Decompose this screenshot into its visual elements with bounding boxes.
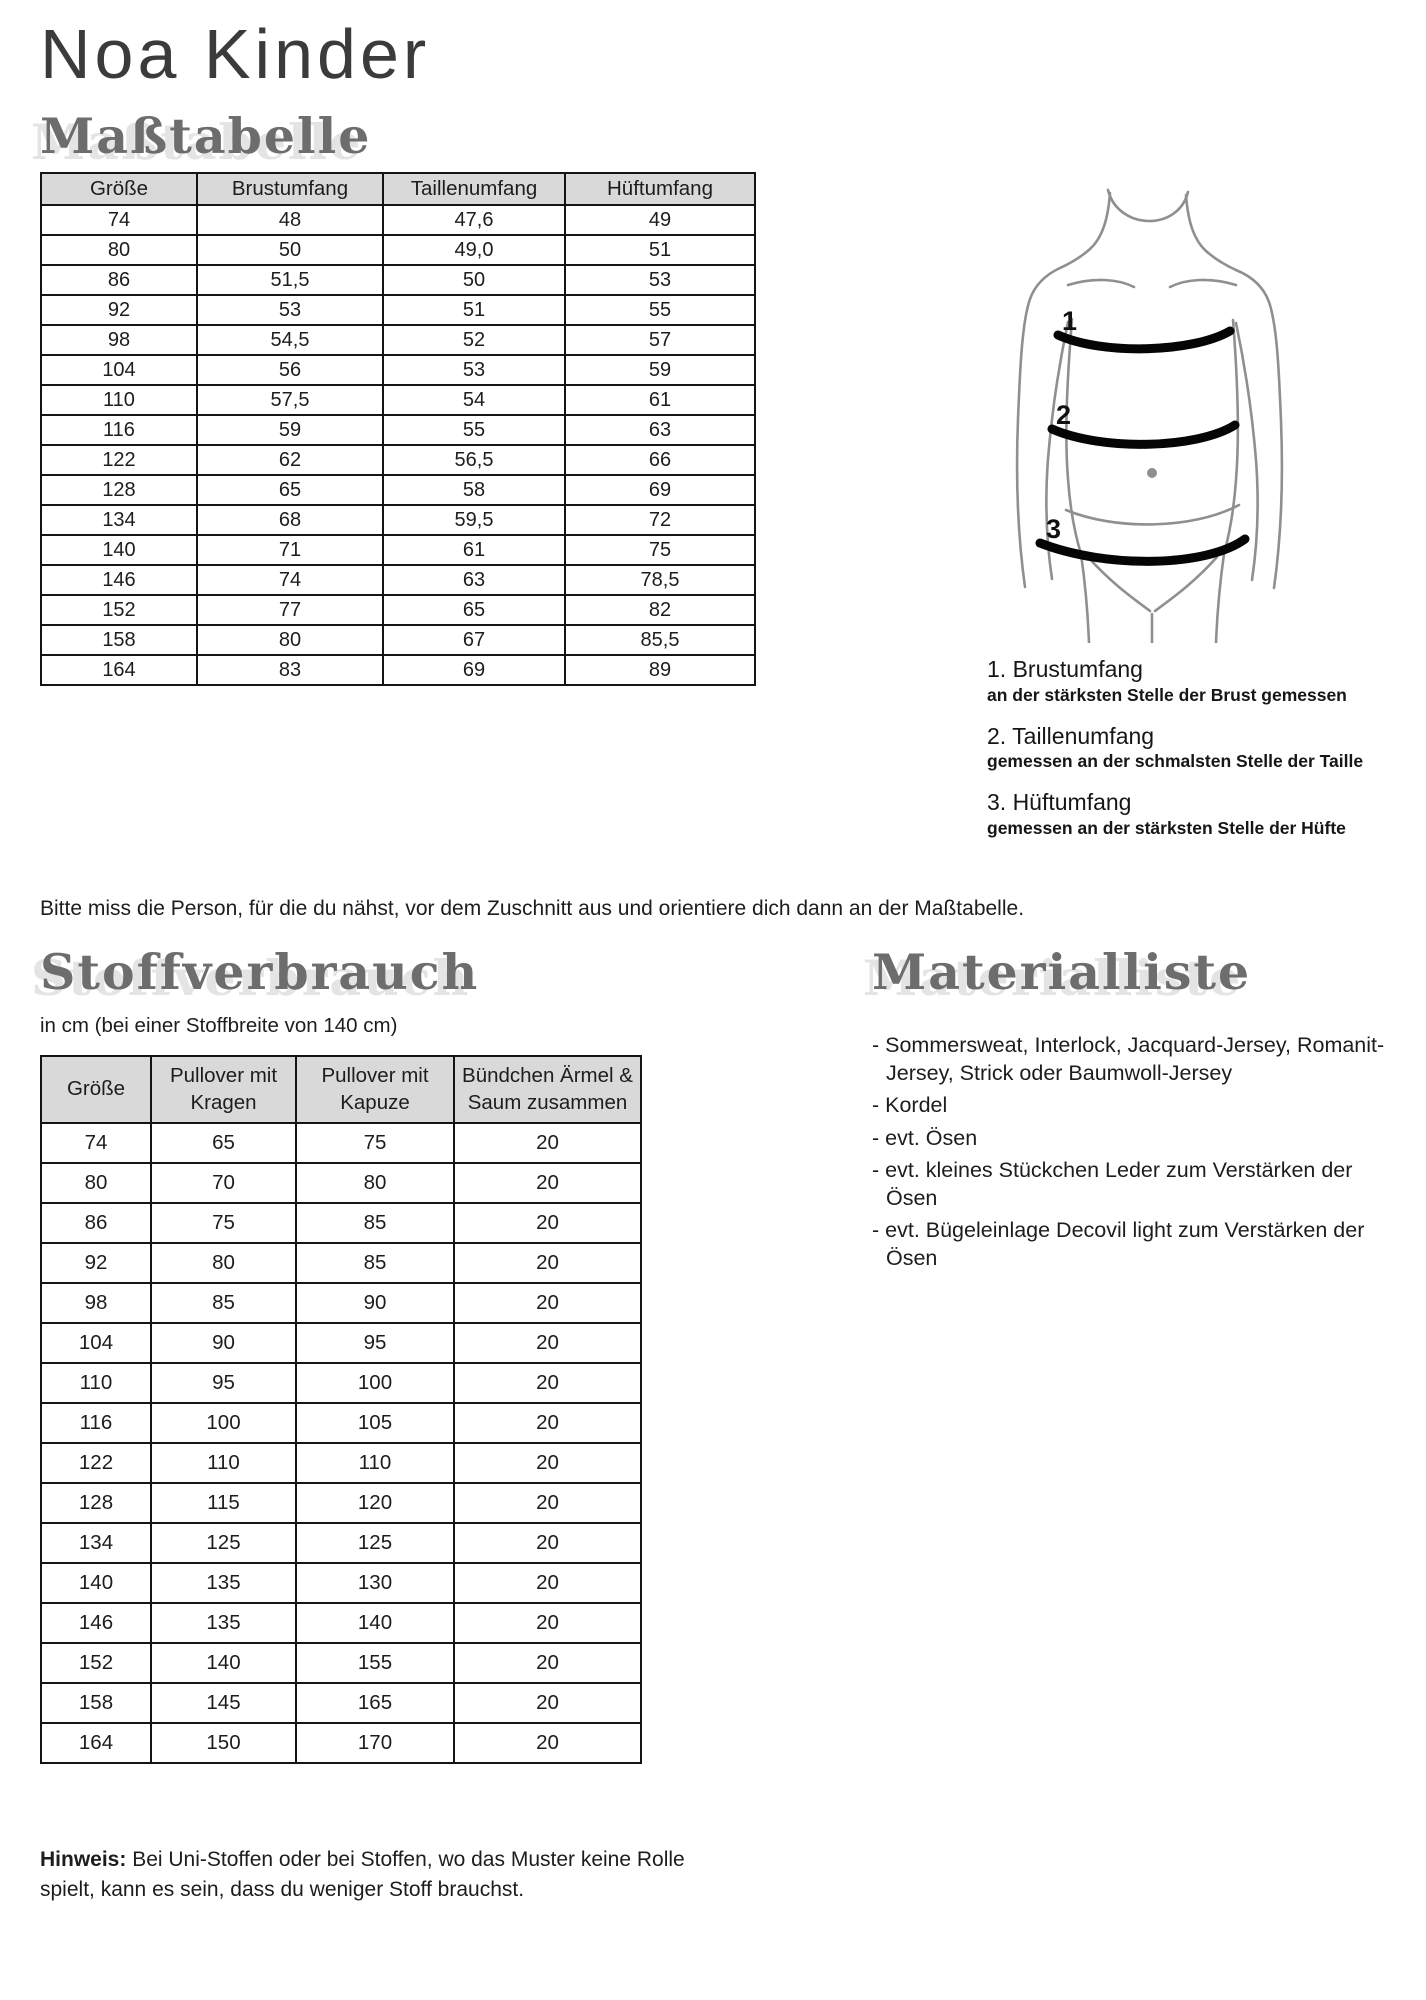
stoffverbrauch-cell: 140 [151,1643,296,1683]
material-list-item: - Sommersweat, Interlock, Jacquard-Jersey, Romanit-Jersey, Strick oder Baumwoll-Jersey [872,1033,1385,1085]
masstabelle-cell: 52 [383,325,565,355]
legend-item-taillenumfang [987,723,1419,773]
stoffverbrauch-cell: 100 [296,1363,454,1403]
section-heading-materialliste: Materialliste [872,943,1252,1001]
masstabelle-cell: 54 [383,385,565,415]
masstabelle-cell: 67 [383,625,565,655]
table-row [41,1603,641,1643]
legend-title: 3. Hüftumfang [987,789,1132,816]
stoffverbrauch-cell: 20 [454,1123,641,1163]
fabric-consumption-table [40,1055,642,1764]
stoffverbrauch-cell: 74 [41,1123,151,1163]
stoffverbrauch-cell: 125 [151,1523,296,1563]
masstabelle-cell: 51 [383,295,565,325]
stoffverbrauch-cell: 20 [454,1363,641,1403]
masstabelle-cell: 65 [197,475,383,505]
stoffverbrauch-cell: 20 [454,1403,641,1443]
masstabelle-cell: 72 [565,505,755,535]
masstabelle-cell: 49,0 [383,235,565,265]
stoffverbrauch-cell: 104 [41,1323,151,1363]
fabric-note-text: Bei Uni-Stoffen oder bei Stoffen, wo das Muster keine Rolle spielt, kann es sein, dass du weniger Stoff brauchst. [40,1848,685,1902]
stoffverbrauch-cell: 92 [41,1243,151,1283]
masstabelle-cell: 98 [41,325,197,355]
legend-item-brustumfang [987,656,1419,706]
table-row [41,1643,641,1683]
masstabelle-cell: 164 [41,655,197,685]
table-row [41,1723,641,1763]
masstabelle-cell: 71 [197,535,383,565]
stoffverbrauch-cell: 116 [41,1403,151,1443]
masstabelle-cell: 74 [41,205,197,235]
masstabelle-cell: 140 [41,535,197,565]
stoffverbrauch-cell: 20 [454,1603,641,1643]
stoffverbrauch-cell: 135 [151,1563,296,1603]
table-row [41,235,755,265]
stoffverbrauch-cell: 20 [454,1163,641,1203]
legend-description: gemessen an der stärksten Stelle der Hüfte [987,817,1346,838]
stoffverbrauch-cell: 165 [296,1683,454,1723]
stoffverbrauch-subtitle: in cm (bei einer Stoffbreite von 140 cm) [40,1014,398,1037]
masstabelle-cell: 65 [383,595,565,625]
table-row [41,1243,641,1283]
masstabelle-cell: 69 [383,655,565,685]
stoffverbrauch-cell: 95 [296,1323,454,1363]
table-row [41,1443,641,1483]
table-row [41,1163,641,1203]
masstabelle-cell: 128 [41,475,197,505]
stoffverbrauch-cell: 98 [41,1283,151,1323]
stoffverbrauch-cell: 110 [41,1363,151,1403]
stoffverbrauch-cell: 140 [296,1603,454,1643]
stoffverbrauch-cell: 20 [454,1723,641,1763]
masstabelle-cell: 51,5 [197,265,383,295]
masstabelle-column-header: Hüftumfang [565,173,755,205]
stoffverbrauch-cell: 75 [151,1203,296,1243]
band-label-1: 1 [1062,306,1078,336]
stoffverbrauch-cell: 164 [41,1723,151,1763]
stoffverbrauch-cell: 150 [151,1723,296,1763]
hip-band [1040,539,1245,561]
masstabelle-column-header: Brustumfang [197,173,383,205]
masstabelle-cell: 89 [565,655,755,685]
masstabelle-cell: 53 [197,295,383,325]
fabric-table-header-row [41,1056,641,1123]
stoffverbrauch-cell: 20 [454,1483,641,1523]
measure-note: Bitte miss die Person, für die du nähst, vor dem Zuschnitt aus und orientiere dich dann an der Maßtabelle. [40,897,1025,920]
masstabelle-cell: 53 [565,265,755,295]
stoffverbrauch-cell: 95 [151,1363,296,1403]
stoffverbrauch-cell: 90 [151,1323,296,1363]
stoffverbrauch-cell: 20 [454,1443,641,1483]
legend-item-hueftumfang [987,789,1419,839]
stoffverbrauch-cell: 130 [296,1563,454,1603]
table-row [41,535,755,565]
measure-bands [1040,331,1245,561]
stoffverbrauch-cell: 20 [454,1283,641,1323]
masstabelle-cell: 146 [41,565,197,595]
table-row [41,265,755,295]
legend-description: gemessen an der schmalsten Stelle der Taille [987,751,1364,772]
table-row [41,325,755,355]
fabric-note [40,1845,720,1906]
stoffverbrauch-cell: 85 [296,1203,454,1243]
stoffverbrauch-cell: 120 [296,1483,454,1523]
table-row [41,475,755,505]
stoffverbrauch-cell: 158 [41,1683,151,1723]
masstabelle-cell: 82 [565,595,755,625]
masstabelle-cell: 92 [41,295,197,325]
stoffverbrauch-column-header: Größe [41,1056,151,1123]
table-row [41,1203,641,1243]
stoffverbrauch-cell: 80 [41,1163,151,1203]
masstabelle-cell: 62 [197,445,383,475]
masstabelle-cell: 57,5 [197,385,383,415]
masstabelle-cell: 158 [41,625,197,655]
stoffverbrauch-cell: 80 [296,1163,454,1203]
table-row [41,1563,641,1603]
masstabelle-cell: 69 [565,475,755,505]
table-row [41,1123,641,1163]
table-row [41,1523,641,1563]
table-row [41,625,755,655]
stoffverbrauch-cell: 152 [41,1643,151,1683]
table-row [41,655,755,685]
masstabelle-cell: 54,5 [197,325,383,355]
navel-dot [1147,468,1157,478]
masstabelle-cell: 50 [197,235,383,265]
table-row [41,1323,641,1363]
masstabelle-cell: 55 [383,415,565,445]
measurement-legend [987,656,1419,856]
masstabelle-cell: 59,5 [383,505,565,535]
stoffverbrauch-cell: 110 [296,1443,454,1483]
stoffverbrauch-cell: 125 [296,1523,454,1563]
table-row [41,415,755,445]
material-list-item: - evt. Bügeleinlage Decovil light zum Verstärken der Ösen [872,1218,1365,1270]
table-row [41,1483,641,1523]
stoffverbrauch-cell: 70 [151,1163,296,1203]
masstabelle-cell: 78,5 [565,565,755,595]
masstabelle-cell: 134 [41,505,197,535]
table-row [41,295,755,325]
table-row [41,1363,641,1403]
stoffverbrauch-column-header: Bündchen Ärmel & Saum zusammen [454,1056,641,1123]
stoffverbrauch-cell: 128 [41,1483,151,1523]
masstabelle-cell: 63 [383,565,565,595]
masstabelle-cell: 47,6 [383,205,565,235]
masstabelle-cell: 77 [197,595,383,625]
masstabelle-cell: 61 [565,385,755,415]
stoffverbrauch-cell: 75 [296,1123,454,1163]
table-row [41,595,755,625]
masstabelle-column-header: Größe [41,173,197,205]
masstabelle-cell: 110 [41,385,197,415]
masstabelle-column-header: Taillenumfang [383,173,565,205]
chest-band [1058,331,1230,349]
masstabelle-cell: 59 [197,415,383,445]
section-heading-masstabelle: Maßtabelle [40,107,372,165]
masstabelle-cell: 74 [197,565,383,595]
masstabelle-cell: 55 [565,295,755,325]
stoffverbrauch-cell: 86 [41,1203,151,1243]
stoffverbrauch-cell: 90 [296,1283,454,1323]
masstabelle-cell: 68 [197,505,383,535]
stoffverbrauch-cell: 85 [296,1243,454,1283]
legend-title: 1. Brustumfang [987,656,1143,682]
stoffverbrauch-cell: 170 [296,1723,454,1763]
stoffverbrauch-cell: 145 [151,1683,296,1723]
material-list-item: - Kordel [872,1093,948,1118]
stoffverbrauch-cell: 80 [151,1243,296,1283]
masstabelle-cell: 104 [41,355,197,385]
waist-band [1052,425,1235,444]
section-heading-stoffverbrauch: Stoffverbrauch [40,943,480,1001]
masstabelle-cell: 53 [383,355,565,385]
masstabelle-cell: 59 [565,355,755,385]
measurement-table-header-row [41,173,755,205]
table-row [41,355,755,385]
masstabelle-cell: 49 [565,205,755,235]
stoffverbrauch-cell: 146 [41,1603,151,1643]
table-row [41,1683,641,1723]
masstabelle-cell: 61 [383,535,565,565]
band-label-2: 2 [1056,400,1072,430]
masstabelle-cell: 48 [197,205,383,235]
stoffverbrauch-cell: 20 [454,1683,641,1723]
fabric-note-label: Hinweis: [40,1848,127,1871]
stoffverbrauch-cell: 20 [454,1203,641,1243]
masstabelle-cell: 51 [565,235,755,265]
masstabelle-cell: 86 [41,265,197,295]
stoffverbrauch-column-header: Pullover mit Kapuze [296,1056,454,1123]
material-list-item: - evt. Ösen [872,1125,978,1150]
stoffverbrauch-cell: 100 [151,1403,296,1443]
stoffverbrauch-cell: 140 [41,1563,151,1603]
stoffverbrauch-cell: 20 [454,1643,641,1683]
masstabelle-cell: 63 [565,415,755,445]
masstabelle-cell: 56 [197,355,383,385]
masstabelle-cell: 80 [41,235,197,265]
legend-title: 2. Taillenumfang [987,722,1155,749]
legend-description: an der stärksten Stelle der Brust gemessen [987,684,1347,705]
stoffverbrauch-cell: 155 [296,1643,454,1683]
stoffverbrauch-cell: 134 [41,1523,151,1563]
body-measurement-diagram [1002,138,1304,643]
stoffverbrauch-cell: 20 [454,1243,641,1283]
stoffverbrauch-cell: 110 [151,1443,296,1483]
page-title: Noa Kinder [40,15,431,93]
material-list [872,1032,1400,1277]
stoffverbrauch-cell: 20 [454,1563,641,1603]
stoffverbrauch-cell: 20 [454,1523,641,1563]
measurement-table [40,172,756,686]
masstabelle-cell: 75 [565,535,755,565]
stoffverbrauch-cell: 20 [454,1323,641,1363]
masstabelle-cell: 152 [41,595,197,625]
masstabelle-cell: 85,5 [565,625,755,655]
masstabelle-cell: 80 [197,625,383,655]
masstabelle-cell: 83 [197,655,383,685]
table-row [41,565,755,595]
masstabelle-cell: 122 [41,445,197,475]
table-row [41,1283,641,1323]
table-row [41,445,755,475]
table-row [41,205,755,235]
material-list-item: - evt. kleines Stückchen Leder zum Verstärken der Ösen [872,1158,1353,1210]
stoffverbrauch-column-header: Pullover mit Kragen [151,1056,296,1123]
stoffverbrauch-cell: 122 [41,1443,151,1483]
masstabelle-cell: 57 [565,325,755,355]
masstabelle-cell: 58 [383,475,565,505]
masstabelle-cell: 116 [41,415,197,445]
stoffverbrauch-cell: 105 [296,1403,454,1443]
masstabelle-cell: 50 [383,265,565,295]
stoffverbrauch-cell: 85 [151,1283,296,1323]
table-row [41,385,755,415]
masstabelle-cell: 66 [565,445,755,475]
stoffverbrauch-cell: 135 [151,1603,296,1643]
table-row [41,505,755,535]
masstabelle-cell: 56,5 [383,445,565,475]
stoffverbrauch-cell: 65 [151,1123,296,1163]
band-label-3: 3 [1046,514,1062,544]
stoffverbrauch-cell: 115 [151,1483,296,1523]
table-row [41,1403,641,1443]
